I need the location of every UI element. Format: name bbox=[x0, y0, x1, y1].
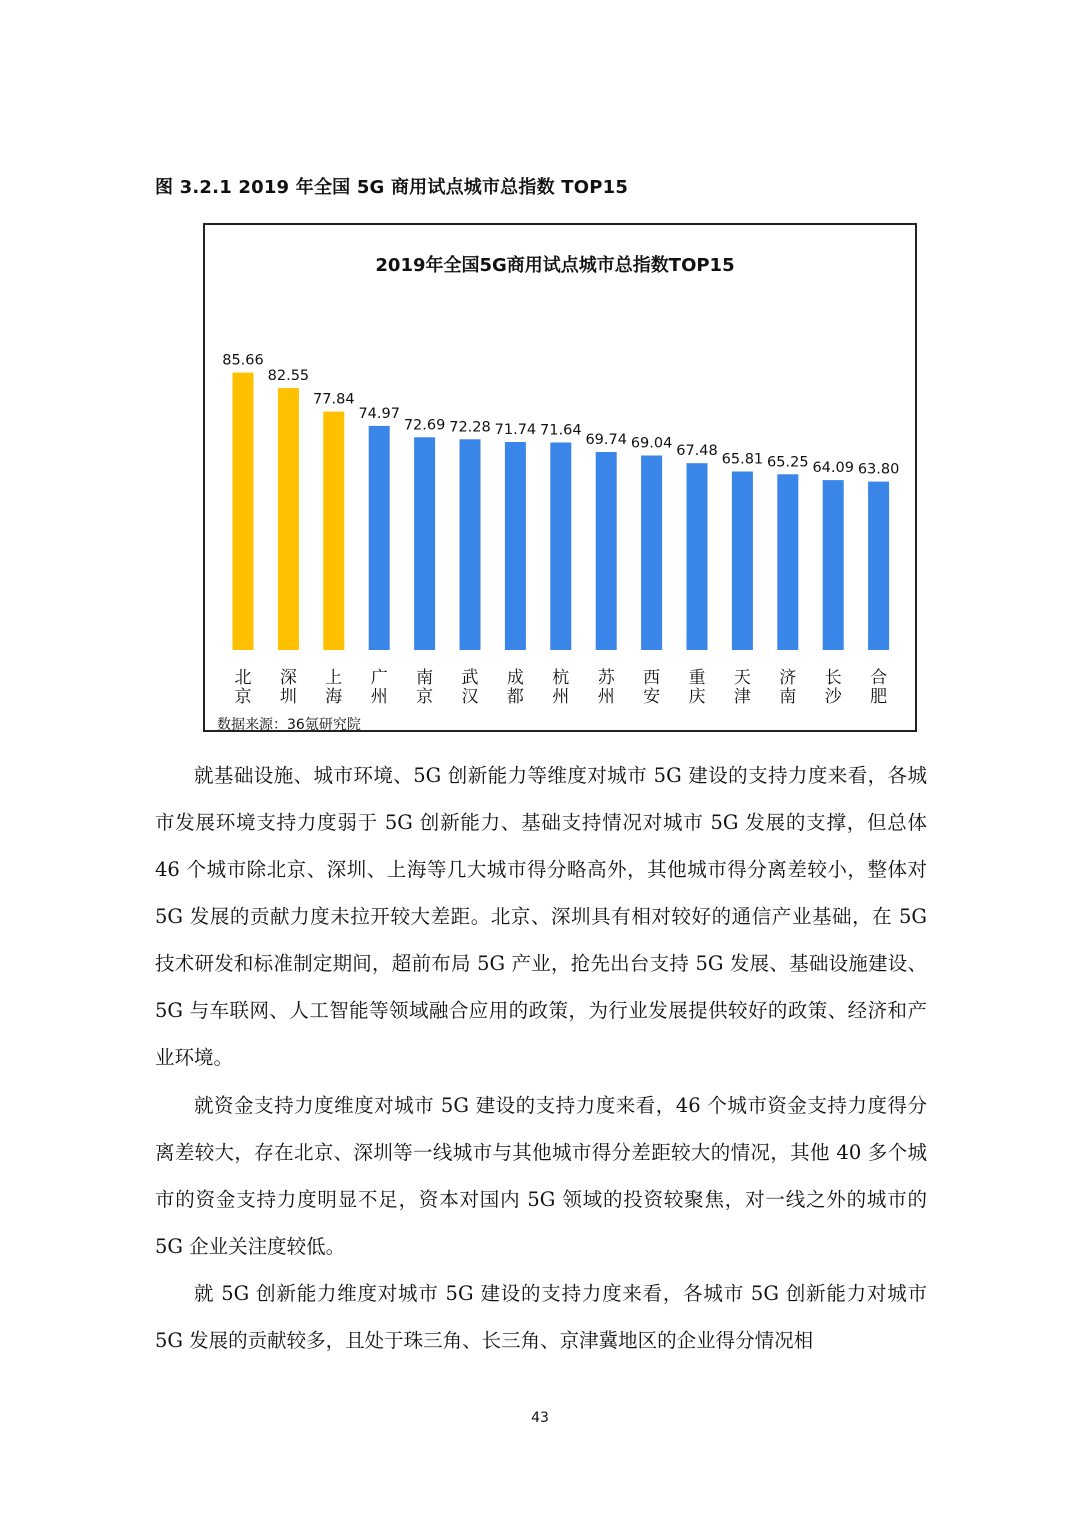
category-label: 海 bbox=[325, 687, 343, 707]
category-label: 都 bbox=[506, 687, 524, 707]
bar-3 bbox=[369, 426, 390, 650]
bar-11 bbox=[732, 472, 753, 651]
category-label: 深 bbox=[279, 668, 297, 688]
body-paragraph-3: 就 5G 创新能力维度对城市 5G 建设的支持力度来看，各城市 5G 创新能力对城市 5G 发展的贡献较多，且处于珠三角、长三角、京津冀地区的企业得分情况相 bbox=[155, 1282, 927, 1352]
body-paragraph-2: 就资金支持力度维度对城市 5G 建设的支持力度来看，46 个城市资金支持力度得分离差较大，存在北京、深圳等一线城市与其他城市得分差距较大的情况，其他 40 多个城市的资金支持力度明显不足，资本对国内 5G 领域的投资较聚焦，对一线之外的城市的 5G 企业关注度较低。 bbox=[155, 1094, 927, 1258]
category-label: 北 bbox=[234, 668, 252, 688]
category-label: 济 bbox=[779, 668, 797, 688]
category-label: 京 bbox=[234, 687, 252, 707]
category-label: 西 bbox=[643, 668, 661, 688]
bar-13 bbox=[823, 480, 844, 650]
bar-1 bbox=[278, 388, 299, 650]
category-label: 合 bbox=[870, 668, 888, 688]
bar-4 bbox=[414, 437, 435, 650]
bar-value-label: 63.80 bbox=[857, 461, 900, 478]
bar-value-label: 65.81 bbox=[721, 451, 764, 468]
category-label: 圳 bbox=[279, 687, 297, 707]
bar-value-label: 69.04 bbox=[630, 435, 673, 452]
category-label: 广 bbox=[370, 668, 388, 688]
category-label: 安 bbox=[643, 687, 661, 707]
page-number: 43 bbox=[531, 1410, 549, 1426]
bar-value-label: 77.84 bbox=[313, 391, 355, 408]
bar-10 bbox=[687, 463, 708, 650]
bar-14 bbox=[868, 482, 889, 650]
bar-value-label: 85.66 bbox=[222, 352, 264, 369]
category-label: 津 bbox=[733, 687, 751, 707]
category-label: 重 bbox=[688, 668, 706, 688]
bar-value-label: 64.09 bbox=[812, 460, 854, 477]
bar-value-label: 65.25 bbox=[767, 454, 809, 471]
category-label: 肥 bbox=[870, 687, 888, 707]
bar-0 bbox=[233, 373, 254, 650]
body-paragraph-1: 就基础设施、城市环境、5G 创新能力等维度对城市 5G 建设的支持力度来看，各城市发展环境支持力度弱于 5G 创新能力、基础支持情况对城市 5G 发展的支撑，但总体 46 个城市除北京、深圳、上海等几大城市得分略高外，其他城市得分离差较小，整体对 5G 发展的贡献力度未拉开较大差距。北京、深圳具有相对较好的通信产业基础，在 5G 技术研发和标准制定期间，超前布局 5G 产业，抢先出台支持 5G 发展、基础设施建设、5G 与车联网、人工智能等领域融合应用的政策，为行业发展提供较好的政策、经济和产业环境。 bbox=[155, 764, 927, 1069]
category-label: 天 bbox=[733, 668, 751, 688]
bar-value-label: 69.74 bbox=[585, 432, 627, 448]
bar-7 bbox=[550, 443, 571, 651]
bar-value-label: 82.55 bbox=[267, 368, 310, 385]
category-label: 沙 bbox=[824, 687, 842, 707]
category-label: 州 bbox=[597, 687, 615, 707]
category-label: 长 bbox=[824, 668, 842, 688]
bar-12 bbox=[777, 474, 798, 650]
category-label: 州 bbox=[370, 687, 388, 707]
bar-value-label: 71.64 bbox=[540, 422, 582, 439]
bar-value-label: 74.97 bbox=[358, 405, 400, 422]
chart-title: 2019年全国5G商用试点城市总指数TOP15 bbox=[375, 255, 735, 276]
category-label: 京 bbox=[416, 687, 434, 707]
category-label: 杭 bbox=[552, 668, 570, 688]
data-source: 数据来源：36氪研究院 bbox=[217, 717, 361, 733]
bar-chart bbox=[205, 225, 915, 730]
category-label: 南 bbox=[779, 687, 797, 707]
category-label: 汉 bbox=[461, 687, 479, 707]
bar-value-label: 71.74 bbox=[494, 422, 537, 438]
category-label: 成 bbox=[506, 668, 524, 688]
category-label: 武 bbox=[461, 668, 479, 688]
category-label: 上 bbox=[325, 668, 343, 688]
category-label: 苏 bbox=[597, 668, 615, 688]
bar-2 bbox=[323, 412, 344, 650]
category-label: 庆 bbox=[688, 687, 706, 707]
bar-6 bbox=[505, 442, 526, 650]
bar-9 bbox=[641, 456, 662, 651]
chart-frame bbox=[203, 223, 917, 732]
category-label: 南 bbox=[416, 668, 434, 688]
bar-5 bbox=[460, 439, 481, 650]
bar-value-label: 72.69 bbox=[403, 417, 446, 434]
bar-value-label: 72.28 bbox=[449, 419, 491, 436]
bar-value-label: 67.48 bbox=[676, 443, 718, 460]
category-label: 州 bbox=[552, 687, 570, 707]
bar-8 bbox=[596, 452, 617, 650]
figure-caption: 图 3.2.1 2019 年全国 5G 商用试点城市总指数 TOP15 bbox=[155, 177, 629, 198]
